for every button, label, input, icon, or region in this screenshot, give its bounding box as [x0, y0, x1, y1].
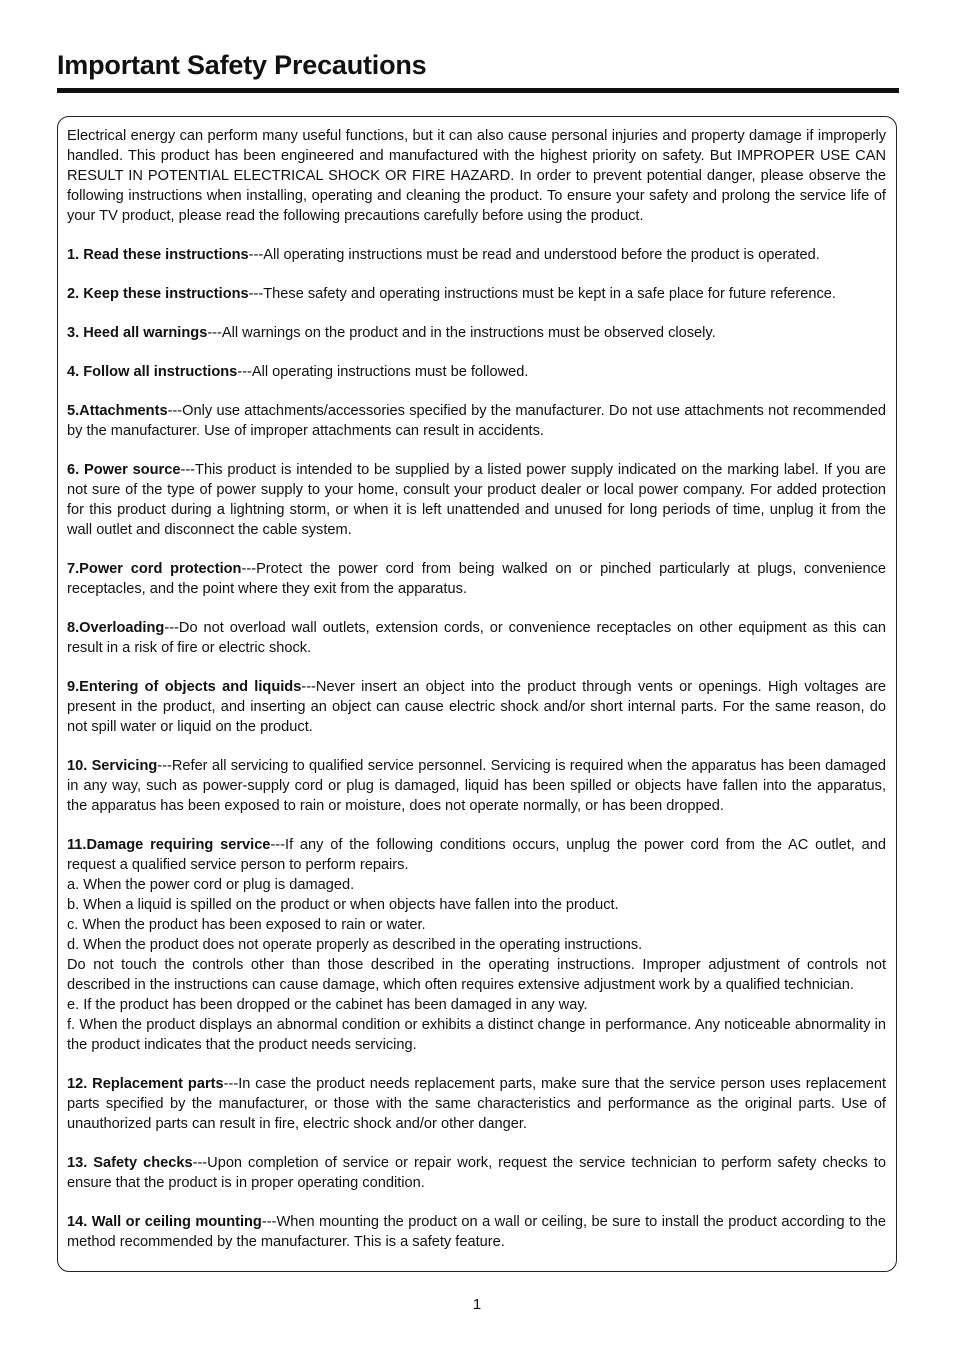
item-text: ---All operating instructions must be read and understood before the product is operated. — [248, 247, 820, 263]
precautions-content — [67, 126, 886, 1252]
condition-a: a. When the power cord or plug is damaged. — [67, 877, 355, 893]
condition-f: f. When the product displays an abnormal condition or exhibits a distinct change in performance. Any noticeable abnormality in the product indicates that the product needs servicing. — [67, 1017, 886, 1053]
item-text: ---In case the product needs replacement parts, make sure that the service person uses replacement parts specified by the manufacturer, or those with the same characteristics and performance as the original parts. Use of unauthorized parts can result in fire, electric shock and/or other danger. — [67, 1076, 886, 1132]
item-title: 12. Replacement parts — [67, 1076, 224, 1092]
item-title: 3. Heed all warnings — [67, 325, 208, 341]
item-title: 8.Overloading — [67, 620, 165, 636]
condition-e: e. If the product has been dropped or the cabinet has been damaged in any way. — [67, 997, 588, 1013]
item-5 — [67, 401, 886, 441]
item-title: 14. Wall or ceiling mounting — [67, 1214, 262, 1230]
precautions-box — [57, 116, 897, 1272]
item-text: ---When mounting the product on a wall or ceiling, be sure to install the product according to the method recommended by the manufacturer. This is a safety feature. — [67, 1214, 887, 1250]
item-3 — [67, 323, 886, 343]
controls-note: Do not touch the controls other than those described in the operating instructions. Improper adjustment of controls not described in the instructions can cause damage, which often requires extensive adjustment work by a qualified technician. — [67, 957, 886, 993]
item-title: 1. Read these instructions — [67, 247, 249, 263]
item-title: 13. Safety checks — [67, 1155, 193, 1171]
item-title: 4. Follow all instructions — [67, 364, 238, 380]
item-12 — [67, 1074, 886, 1134]
page-title: Important Safety Precautions — [57, 50, 427, 80]
item-9 — [67, 677, 886, 737]
item-7 — [67, 559, 886, 599]
item-title: 9.Entering of objects and liquids — [67, 679, 302, 695]
item-8 — [67, 618, 886, 658]
item-1 — [67, 245, 886, 265]
intro-paragraph: Electrical energy can perform many useful functions, but it can also cause personal injuries and property damage if improperly handled. This product has been engineered and manufactured with the highest priority on safety. But IMPROPER USE CAN RESULT IN POTENTIAL ELECTRICAL SHOCK OR FIRE HAZARD. In order to prevent potential danger, please observe the following instructions when installing, operating and cleaning the product. To ensure your safety and prolong the service life of your TV product, please read the following precautions carefully before using the product. — [67, 128, 886, 224]
condition-b: b. When a liquid is spilled on the product or when objects have fallen into the product. — [67, 897, 619, 913]
condition-d: d. When the product does not operate properly as described in the operating instructions. — [67, 937, 643, 953]
item-text: ---These safety and operating instructions must be kept in a safe place for future reference. — [248, 286, 836, 302]
item-11-lead — [67, 835, 886, 875]
item-text: ---All warnings on the product and in the instructions must be observed closely. — [207, 325, 716, 341]
item-14 — [67, 1212, 886, 1252]
item-10 — [67, 756, 886, 816]
item-2 — [67, 284, 886, 304]
item-text: ---Only use attachments/accessories specified by the manufacturer. Do not use attachments not recommended by the manufacturer. Use of improper attachments can result in accidents. — [67, 403, 886, 439]
item-title: 6. Power source — [67, 462, 181, 478]
item-text: ---If any of the following conditions occurs, unplug the power cord from the AC outlet, and request a qualified service person to perform repairs. — [67, 837, 886, 873]
item-11 — [67, 835, 886, 1055]
item-text: ---Upon completion of service or repair work, request the service technician to perform safety checks to ensure that the product is in proper operating condition. — [67, 1155, 886, 1191]
item-6 — [67, 460, 886, 540]
item-13 — [67, 1153, 886, 1193]
item-text: ---All operating instructions must be followed. — [237, 364, 529, 380]
item-text: ---This product is intended to be supplied by a listed power supply indicated on the marking label. If you are not sure of the type of power supply to your home, consult your product dealer or local power company. For added protection for this product during a lightning storm, or when it is left unattended and unused for long periods of time, unplug it from the wall outlet and disconnect the cable system. — [67, 462, 886, 538]
item-text: ---Protect the power cord from being walked on or pinched particularly at plugs, convenience receptacles, and the point where they exit from the apparatus. — [67, 561, 886, 597]
item-title: 5.Attachments — [67, 403, 168, 419]
condition-c: c. When the product has been exposed to rain or water. — [67, 917, 426, 933]
item-text: ---Never insert an object into the product through vents or openings. High voltages are present in the product, and inserting an object can cause electric shock and/or short internal parts. For the same reason, do not spill water or liquid on the product. — [67, 679, 886, 735]
item-title: 2. Keep these instructions — [67, 286, 249, 302]
item-title: 11.Damage requiring service — [67, 837, 271, 853]
item-title: 10. Servicing — [67, 758, 158, 774]
item-text: ---Do not overload wall outlets, extension cords, or convenience receptacles on other equipment as this can result in a risk of fire or electric shock. — [67, 620, 886, 656]
page-number: 1 — [472, 1296, 482, 1313]
item-text: ---Refer all servicing to qualified service personnel. Servicing is required when the apparatus has been damaged in any way, such as power-supply cord or plug is damaged, liquid has been spilled or objects have fallen into the apparatus, the apparatus has been exposed to rain or moisture, does not operate normally, or has been dropped. — [67, 758, 886, 814]
item-title: 7.Power cord protection — [67, 561, 242, 577]
title-rule — [57, 88, 899, 93]
item-4 — [67, 362, 886, 382]
